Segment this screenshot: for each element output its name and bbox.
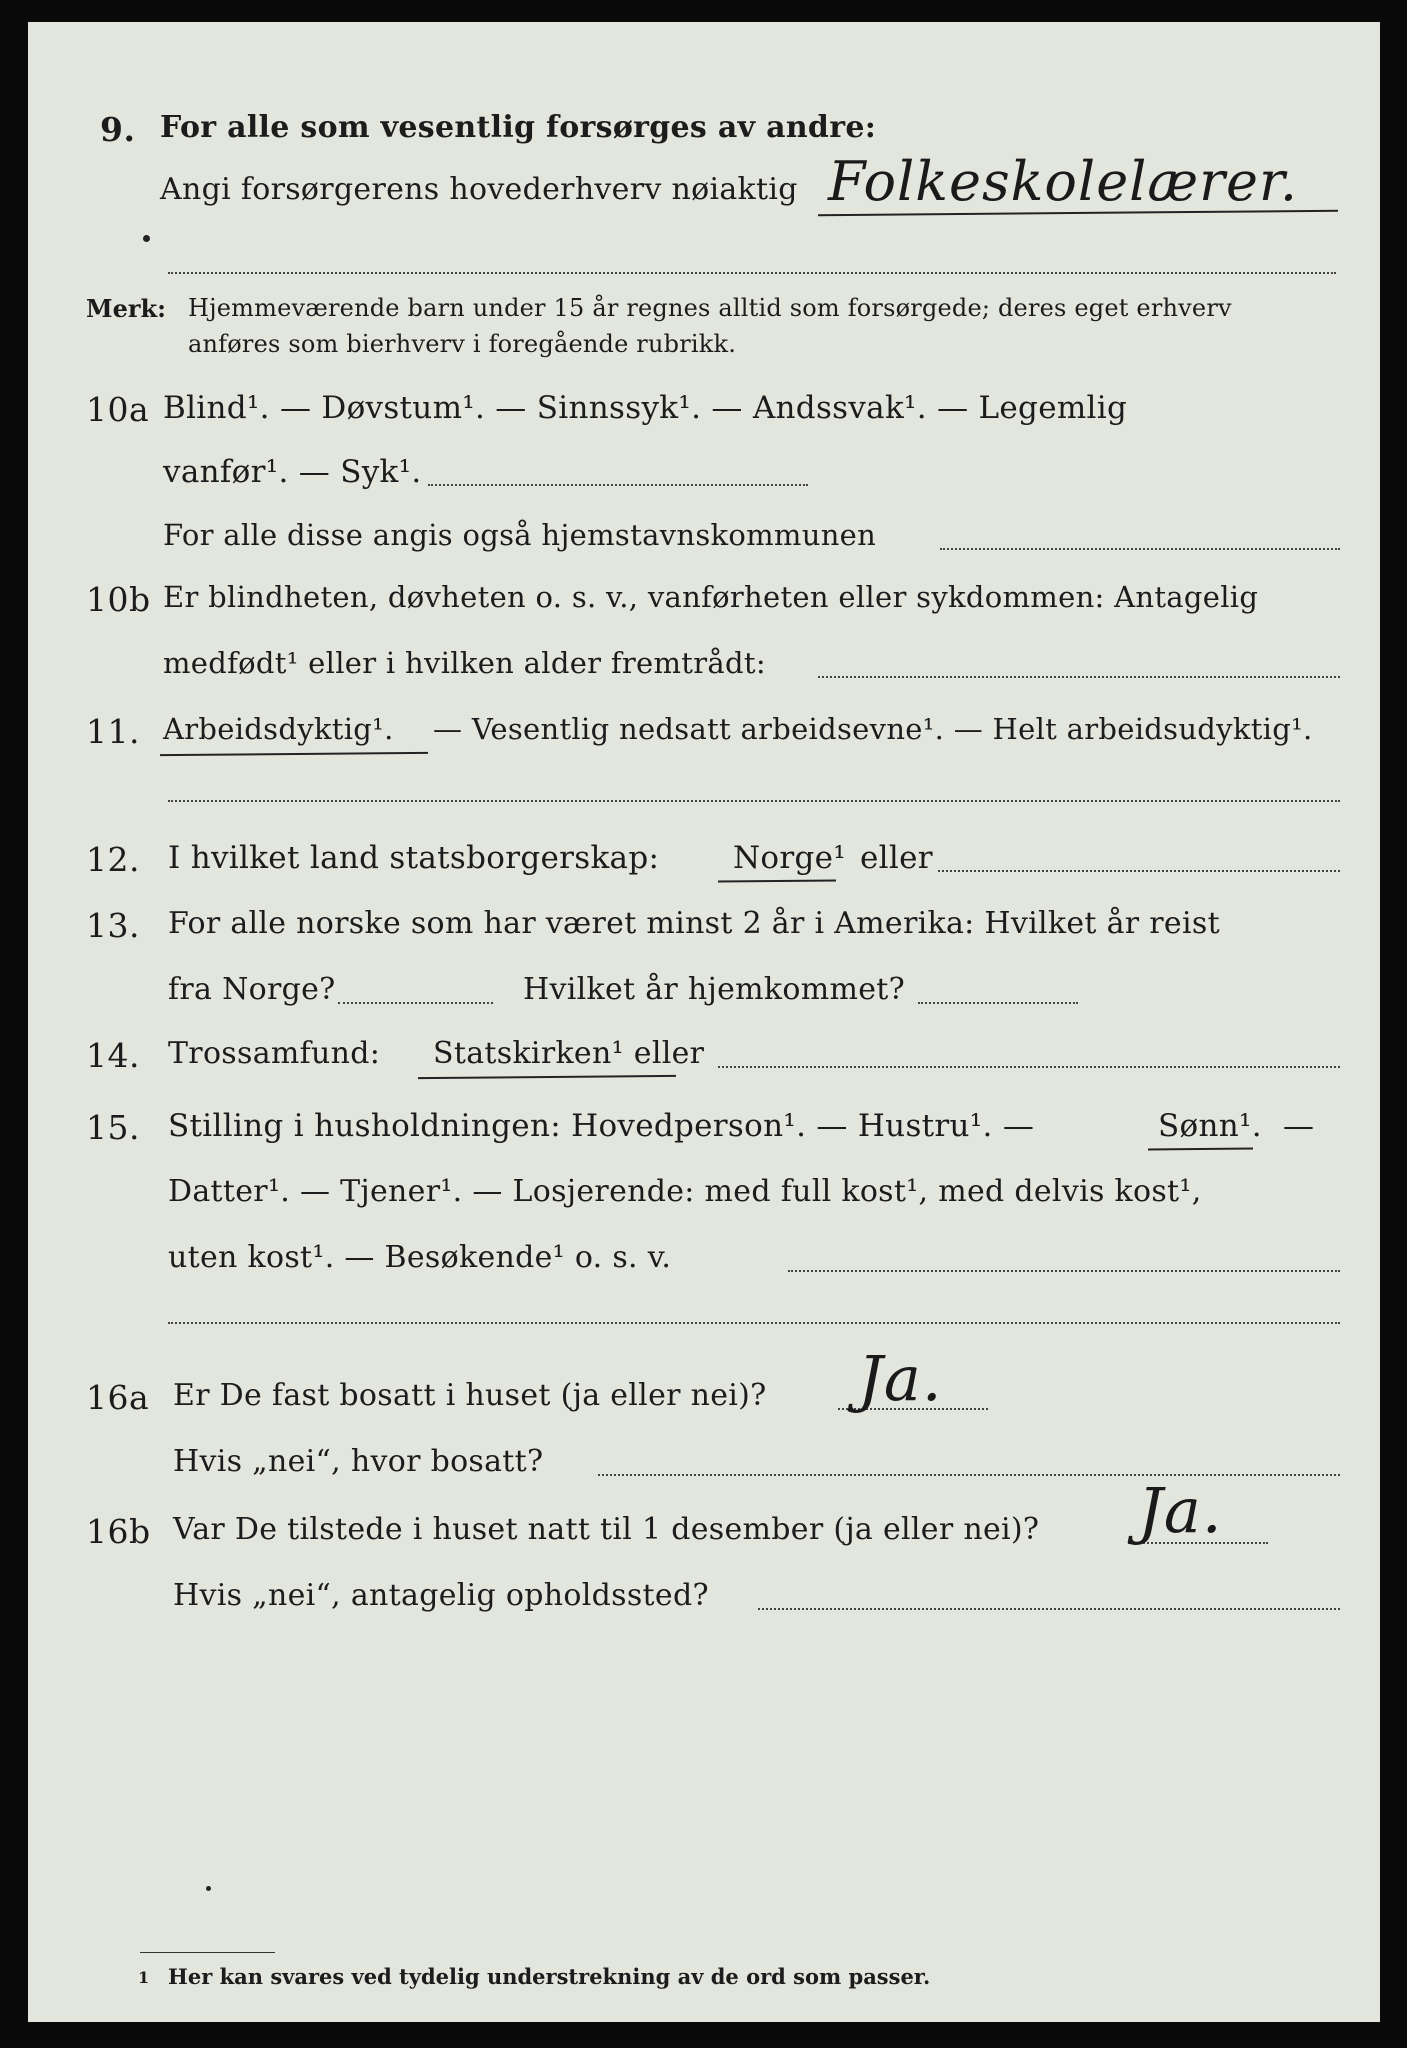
q16b-line1: Var De tilstede i huset natt til 1 desember (ja eller nei)?: [173, 1512, 1040, 1547]
q15-answer-underline: [1148, 1148, 1253, 1151]
q14-number: 14.: [86, 1036, 140, 1075]
q16a-bosatt-fill-line: [598, 1474, 1340, 1476]
merk-label: Merk:: [86, 294, 166, 323]
q15-line2: Datter¹. — Tjener¹. — Losjerende: med full kost¹, med delvis kost¹,: [168, 1174, 1202, 1209]
q15-number: 15.: [86, 1108, 140, 1147]
merk-line2: anføres som bierhverv i foregående rubrikk.: [188, 330, 737, 358]
q13-line2b: Hvilket år hjemkommet?: [523, 972, 906, 1007]
q14-text: Trossamfund:: [168, 1036, 381, 1071]
q14-option-statskirken: Statskirken¹ eller: [433, 1036, 705, 1071]
q13-line2a: fra Norge?: [168, 972, 336, 1007]
q10a-hjemstavn-fill-line: [940, 548, 1340, 550]
footnote-mark: 1: [138, 1968, 150, 1987]
q9-line2: Angi forsørgerens hovederhverv nøiaktig: [160, 172, 798, 207]
q9-line1: For alle som vesentlig forsørges av andre:: [160, 110, 877, 145]
q10b-line2: medfødt¹ eller i hvilken alder fremtrådt:: [163, 646, 766, 680]
q10a-line1: Blind¹. — Døvstum¹. — Sinnssyk¹. — Andssvak¹. — Legemlig: [163, 390, 1128, 426]
q10b-line1: Er blindheten, døvheten o. s. v., vanførheten eller sykdommen: Antagelig: [163, 580, 1259, 614]
q16b-line2: Hvis „nei“, antagelig opholdssted?: [173, 1578, 709, 1613]
q12-tail: eller: [860, 840, 933, 876]
q16b-answer-handwritten: Ja.: [1138, 1474, 1223, 1547]
q16a-line2: Hvis „nei“, hvor bosatt?: [173, 1444, 544, 1479]
q15-line1-tail: —: [1283, 1108, 1315, 1144]
q14-answer-underline: [418, 1075, 676, 1079]
q10a-line2: vanfør¹. — Syk¹.: [163, 454, 422, 490]
q11-answer-underline: [160, 752, 428, 756]
q10b-fill-line: [818, 676, 1340, 678]
q15-option-sonn: Sønn¹.: [1158, 1108, 1262, 1144]
q9-answer-handwritten: Folkeskolelærer.: [828, 150, 1298, 213]
q13-hjemkommet-fill-line: [918, 1002, 1078, 1004]
q16a-number: 16a: [86, 1378, 150, 1417]
footnote-text: Her kan svares ved tydelig understrekning av de ord som passer.: [168, 1964, 931, 1989]
footnote-rule: [140, 1952, 275, 1953]
q14-fill-line: [718, 1066, 1340, 1068]
q12-answer-underline: [718, 879, 836, 882]
q15-line1: Stilling i husholdningen: Hovedperson¹. — Hustru¹. —: [168, 1108, 1035, 1144]
q15-extra-fill-line: [168, 1322, 1340, 1324]
q13-line1: For alle norske som har været minst 2 år i Amerika: Hvilket år reist: [168, 906, 1220, 941]
q12-fill-line: [938, 870, 1340, 872]
merk-line1: Hjemmeværende barn under 15 år regnes alltid som forsørgede; deres eget erhverv: [188, 294, 1232, 322]
q16a-answer-handwritten: Ja.: [858, 1342, 943, 1415]
census-form-page: [28, 22, 1380, 2022]
q10b-number: 10b: [86, 580, 151, 619]
q10a-syk-fill-line: [428, 484, 808, 486]
q11-fill-line: [168, 800, 1340, 802]
q12-option-norge: Norge¹: [733, 840, 847, 876]
q15-line3: uten kost¹. — Besøkende¹ o. s. v.: [168, 1240, 672, 1275]
q13-reist-fill-line: [338, 1002, 493, 1004]
q16a-line1: Er De fast bosatt i huset (ja eller nei)?: [173, 1378, 767, 1413]
q11-option-arbeidsdyktig: Arbeidsdyktig¹.: [163, 712, 394, 746]
q16b-number: 16b: [86, 1512, 151, 1551]
q11-rest: — Vesentlig nedsatt arbeidsevne¹. — Helt arbeidsudyktig¹.: [433, 712, 1313, 746]
q10a-number: 10a: [86, 390, 150, 429]
q16b-opholdssted-fill-line: [758, 1608, 1340, 1610]
q10a-line3: For alle disse angis også hjemstavnskommunen: [163, 518, 877, 552]
q12-number: 12.: [86, 840, 140, 879]
q12-text: I hvilket land statsborgerskap:: [168, 840, 660, 876]
ink-dot: [143, 235, 150, 242]
q9-number: 9.: [100, 110, 136, 149]
q11-number: 11.: [86, 712, 140, 751]
q13-number: 13.: [86, 906, 140, 945]
q15-fill-line: [788, 1270, 1340, 1272]
q9-fill-line: [168, 272, 1336, 274]
ink-dot: [206, 1886, 211, 1891]
